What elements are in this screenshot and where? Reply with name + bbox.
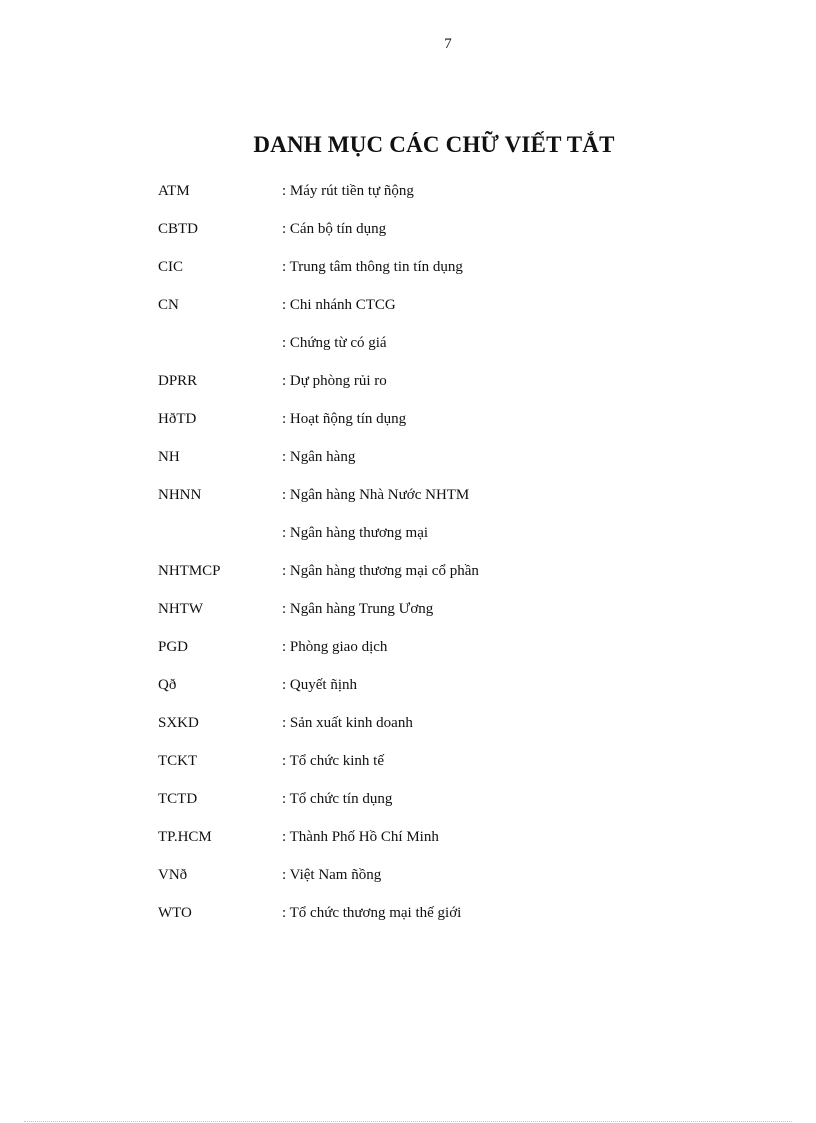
abbreviation-row (158, 181, 718, 219)
abbreviation-row (158, 599, 718, 637)
abbreviation-code: NHNN (158, 487, 202, 503)
abbreviation-row (158, 789, 718, 827)
abbreviation-definition: : Tổ chức thương mại thế giới (282, 905, 462, 921)
abbreviation-row (158, 751, 718, 789)
abbreviation-definition: : Dự phòng rủi ro (282, 373, 387, 389)
abbreviation-code: TCKT (158, 753, 198, 769)
abbreviation-row (158, 637, 718, 675)
abbreviation-definition: : Tổ chức tín dụng (282, 791, 393, 807)
abbreviation-row (158, 409, 718, 447)
abbreviation-definition: : Ngân hàng (282, 449, 356, 465)
abbreviation-code: VNð (158, 867, 188, 883)
abbreviation-code: HðTD (158, 411, 197, 427)
abbreviation-row (158, 523, 718, 561)
abbreviation-definition: : Tổ chức kinh tế (282, 753, 384, 769)
abbreviation-list (158, 181, 718, 941)
abbreviation-definition: : Ngân hàng thương mại (282, 525, 429, 541)
abbreviation-definition: : Sản xuất kinh doanh (282, 715, 413, 731)
abbreviation-row (158, 257, 718, 295)
abbreviation-row (158, 485, 718, 523)
abbreviation-definition: : Trung tâm thông tin tín dụng (282, 259, 463, 275)
abbreviation-row (158, 561, 718, 599)
abbreviation-code: CN (158, 297, 179, 313)
abbreviation-row (158, 713, 718, 751)
abbreviation-row (158, 865, 718, 903)
abbreviation-definition: : Thành Phố Hồ Chí Minh (282, 829, 439, 845)
abbreviation-definition: : Quyết ñịnh (282, 677, 357, 693)
abbreviation-definition: : Phòng giao dịch (282, 639, 388, 655)
abbreviation-definition: : Ngân hàng thương mại cổ phần (282, 563, 479, 579)
abbreviation-code: NH (158, 449, 180, 465)
abbreviation-code: NHTW (158, 601, 203, 617)
abbreviation-code: TCTD (158, 791, 198, 807)
abbreviation-definition: : Ngân hàng Nhà Nước NHTM (282, 487, 470, 503)
abbreviation-code: DPRR (158, 373, 198, 389)
abbreviation-row (158, 371, 718, 409)
abbreviation-code: SXKD (158, 715, 199, 731)
abbreviation-code: NHTMCP (158, 563, 221, 579)
abbreviation-definition: : Hoạt ñộng tín dụng (282, 411, 407, 427)
abbreviation-row (158, 827, 718, 865)
abbreviation-definition: : Ngân hàng Trung Ương (282, 601, 434, 617)
abbreviation-code: ATM (158, 183, 190, 199)
abbreviation-code: TP.HCM (158, 829, 212, 845)
abbreviation-row (158, 295, 718, 333)
page-title: DANH MỤC CÁC CHỮ VIẾT TẮT (253, 132, 615, 157)
abbreviation-definition: : Chứng từ có giá (282, 335, 387, 351)
abbreviation-row (158, 903, 718, 941)
abbreviation-definition: : Cán bộ tín dụng (282, 221, 387, 237)
abbreviation-code: CBTD (158, 221, 199, 237)
abbreviation-definition: : Máy rút tiền tự ñộng (282, 183, 414, 199)
abbreviation-row (158, 447, 718, 485)
abbreviation-code: Qð (158, 677, 177, 693)
abbreviation-row (158, 219, 718, 257)
page-bottom-divider (24, 1121, 792, 1122)
abbreviation-definition: : Chi nhánh CTCG (282, 297, 396, 313)
abbreviation-definition: : Việt Nam ñồng (282, 867, 382, 883)
abbreviation-code: PGD (158, 639, 189, 655)
page-number: 7 (444, 36, 452, 52)
abbreviation-code: WTO (158, 905, 192, 921)
abbreviation-code: CIC (158, 259, 184, 275)
abbreviation-row (158, 675, 718, 713)
abbreviation-row (158, 333, 718, 371)
